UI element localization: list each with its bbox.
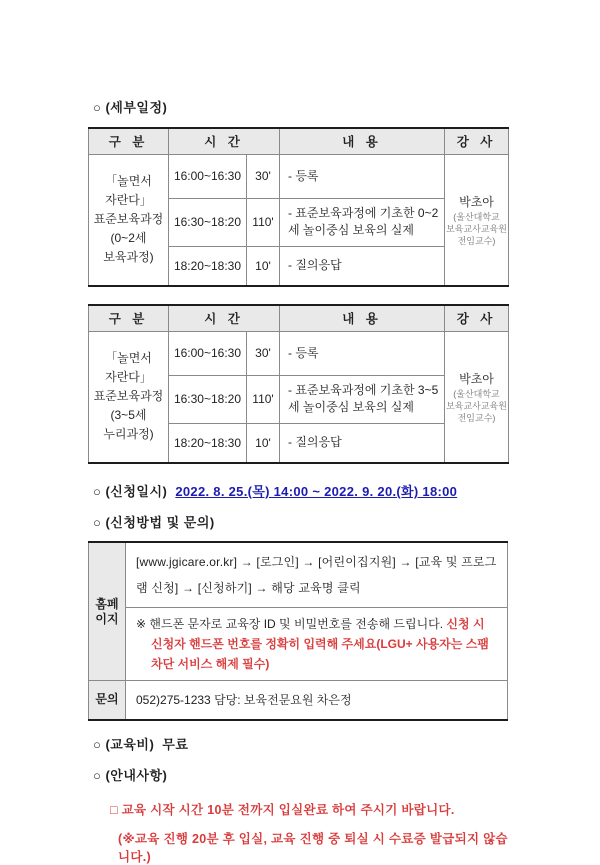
duration-cell: 110' (247, 375, 280, 423)
duration-cell: 30' (247, 154, 280, 198)
duration-cell: 10' (247, 246, 280, 286)
category-line: 누리과정) (103, 427, 154, 442)
table-row (89, 608, 508, 681)
header-time: 시 간 (169, 305, 280, 331)
table-row (89, 681, 508, 720)
schedule-table-3-5 (88, 304, 509, 464)
content-cell: - 등록 (280, 154, 445, 198)
contact-table (88, 541, 508, 721)
header-category: 구 분 (89, 305, 169, 331)
header-category: 구 분 (89, 128, 169, 154)
duration-cell: 30' (247, 331, 280, 375)
instructor-affiliation: 보육교사교육원 (446, 400, 507, 411)
time-cell: 16:30~18:20 (169, 375, 247, 423)
schedule-table-0-2 (88, 127, 509, 287)
category-line: 표준보육과정 (93, 389, 164, 404)
content-cell: - 표준보육과정에 기초한 0~2세 놀이중심 보육의 실제 (280, 198, 445, 246)
apply-datetime-value: 2022. 8. 25.(목) 14:00 ~ 2022. 9. 20.(화) 18:00 (175, 484, 458, 499)
header-content: 내 용 (280, 128, 445, 154)
category-line: 자란다」 (105, 370, 152, 385)
instructor-affiliation: 보육교사교육원 (446, 223, 507, 234)
category-line: 보육과정) (103, 250, 154, 265)
instructor-name: 박초아 (459, 371, 494, 386)
time-cell: 16:30~18:20 (169, 198, 247, 246)
homepage-path-cell: [www.jgicare.or.kr] → [로그인] → [어린이집지원] → [교육 및 프로그램 신청] → [신청하기] → 해당 교육명 클릭 (126, 542, 508, 608)
fee-label: ○ (교육비) (93, 736, 155, 752)
table-header-row (89, 305, 509, 331)
fee-value: 무료 (162, 736, 189, 752)
table-header-row (89, 128, 509, 154)
instructor-cell (445, 154, 509, 286)
instructor-affiliation: (울산대학교 (453, 388, 500, 399)
content-cell: - 질의응답 (280, 423, 445, 463)
homepage-label-cell: 홈페이지 (89, 542, 126, 681)
detail-schedule-heading: ○ (세부일정) (93, 100, 168, 115)
homepage-note-cell (126, 608, 508, 681)
time-cell: 18:20~18:30 (169, 246, 247, 286)
notice-heading: ○ (안내사항) (93, 767, 168, 783)
note-red-text: 신청 시 신청자 핸드폰 번호를 정확히 입력해 주세요(LGU+ 사용자는 스팸차단 서비스 해제 필수) (151, 617, 489, 671)
table-row (89, 154, 509, 198)
time-cell: 18:20~18:30 (169, 423, 247, 463)
apply-datetime-line (88, 481, 508, 500)
apply-method-heading: ○ (신청방법 및 문의) (93, 515, 215, 530)
table-row (89, 542, 508, 608)
instructor-affiliation: 전임교수) (457, 235, 496, 246)
duration-cell: 110' (247, 198, 280, 246)
fee-line (88, 734, 508, 753)
duration-cell: 10' (247, 423, 280, 463)
inquiry-label-cell: 문의 (89, 681, 126, 720)
time-cell: 16:00~16:30 (169, 331, 247, 375)
content-cell: - 등록 (280, 331, 445, 375)
category-line: 「놀면서 (105, 351, 152, 366)
note-black-text: ※ 핸드폰 문자로 교육장 ID 및 비밀번호를 전송해 드립니다. (136, 617, 447, 631)
instructor-affiliation: 전임교수) (457, 412, 496, 423)
header-time: 시 간 (169, 128, 280, 154)
instructor-cell (445, 331, 509, 463)
category-line: 「놀면서 (105, 174, 152, 189)
category-cell (89, 154, 169, 286)
inquiry-value-cell: 052)275-1233 담당: 보육전문요원 차은정 (126, 681, 508, 720)
header-instructor: 강 사 (445, 128, 509, 154)
header-content: 내 용 (280, 305, 445, 331)
notice-line-2: (※교육 진행 20분 후 입실, 교육 진행 중 퇴실 시 수료증 발급되지 않습니다.) (118, 831, 508, 864)
time-cell: 16:00~16:30 (169, 154, 247, 198)
category-line: 자란다」 (105, 193, 152, 208)
instructor-affiliation: (울산대학교 (453, 211, 500, 222)
instructor-name: 박초아 (459, 194, 494, 209)
apply-datetime-label: ○ (신청일시) (93, 484, 168, 499)
category-line: (3~5세 (110, 408, 147, 423)
category-line: 표준보육과정 (93, 212, 164, 227)
notice-line-1: □ 교육 시작 시간 10분 전까지 입실완료 하여 주시기 바랍니다. (110, 802, 455, 817)
content-cell: - 표준보육과정에 기초한 3~5세 놀이중심 보육의 실제 (280, 375, 445, 423)
header-instructor: 강 사 (445, 305, 509, 331)
content-cell: - 질의응답 (280, 246, 445, 286)
category-line: (0~2세 (110, 231, 147, 246)
table-row (89, 331, 509, 375)
category-cell (89, 331, 169, 463)
